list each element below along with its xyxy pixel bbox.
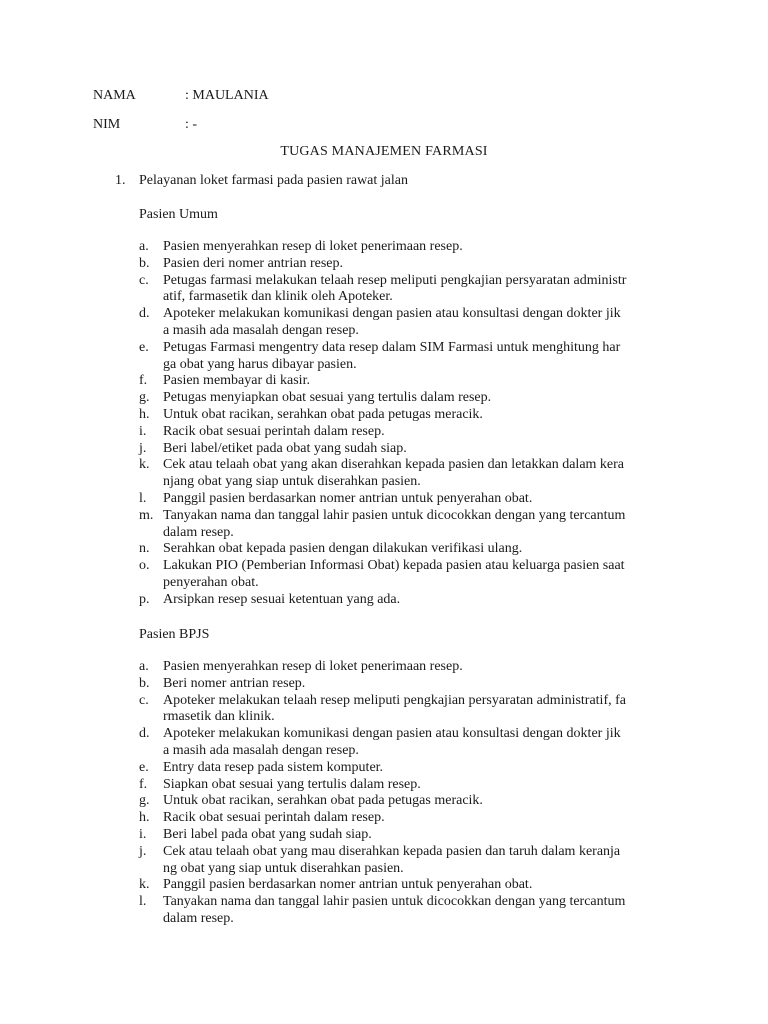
list-item-letter: a. [139, 659, 149, 674]
list-item [139, 827, 679, 844]
list-item-line: atif, farmasetik dan klinik oleh Apoteker. [163, 289, 393, 305]
list-item-letter: a. [139, 239, 149, 254]
list-item [139, 844, 679, 878]
list-item [139, 491, 679, 508]
list-item-line: Pasien membayar di kasir. [163, 373, 310, 389]
list-item-line: Pasien menyerahkan resep di loket penerimaan resep. [163, 239, 463, 254]
list-item-line: Entry data resep pada sistem komputer. [163, 759, 384, 775]
list-item-letter: i. [139, 826, 147, 842]
list-item [139, 793, 679, 810]
question-text: Pelayanan loket farmasi pada pasien rawat jalan [139, 173, 408, 188]
list-item [139, 340, 679, 374]
list-item-line: a masih ada masalah dengan resep. [163, 322, 359, 338]
section-heading-umum: Pasien Umum [139, 207, 218, 222]
list-item-letter: d. [139, 306, 150, 322]
list-item-line: njang obat yang siap untuk diserahkan pasien. [163, 474, 421, 490]
list-item-line: Siapkan obat sesuai yang tertulis dalam resep. [163, 776, 421, 792]
list-item-letter: f. [139, 373, 148, 389]
list-pasien-bpjs [139, 659, 679, 928]
list-item-line: Tanyakan nama dan tanggal lahir pasien untuk dicocokkan dengan yang tercantum [163, 507, 626, 523]
list-item-letter: j. [139, 843, 147, 859]
list-item-line: ng obat yang siap untuk diserahkan pasien. [163, 860, 404, 876]
list-item-line: Beri label/etiket pada obat yang sudah siap. [163, 440, 407, 456]
list-item [139, 273, 679, 307]
list-item-letter: c. [139, 692, 149, 708]
list-item-letter: h. [139, 810, 150, 826]
name-field [93, 87, 269, 105]
list-item-line: dalam resep. [163, 524, 234, 540]
list-item [139, 592, 679, 609]
list-item-line: Panggil pasien berdasarkan nomer antrian untuk penyerahan obat. [163, 490, 533, 506]
list-item-line: Cek atau telaah obat yang mau diserahkan kepada pasien dan taruh dalam keranja [163, 843, 621, 859]
list-item-line: Pasien deri nomer antrian resep. [163, 255, 343, 271]
list-pasien-umum [139, 239, 679, 609]
list-item [139, 306, 679, 340]
list-item-line: penyerahan obat. [163, 574, 259, 590]
list-item-line: Serahkan obat kepada pasien dengan dilakukan verifikasi ulang. [163, 541, 523, 557]
list-item-line: Petugas farmasi melakukan telaah resep meliputi pengkajian persyaratan administr [163, 272, 627, 288]
list-item [139, 239, 679, 256]
list-item [139, 508, 679, 542]
list-item [139, 541, 679, 558]
list-item-line: Apoteker melakukan komunikasi dengan pasien atau konsultasi dengan dokter jik [163, 306, 621, 322]
list-item [139, 390, 679, 407]
list-item-letter: c. [139, 272, 149, 288]
list-item-line: Untuk obat racikan, serahkan obat pada petugas meracik. [163, 793, 483, 809]
list-item [139, 457, 679, 491]
list-item [139, 424, 679, 441]
nim-label: NIM [93, 117, 121, 132]
list-item-letter: p. [139, 591, 150, 607]
list-item [139, 441, 679, 458]
list-item-letter: f. [139, 776, 148, 792]
document-title: TUGAS MANAJEMEN FARMASI [280, 144, 488, 159]
list-item [139, 777, 679, 794]
list-item-line: Panggil pasien berdasarkan nomer antrian untuk penyerahan obat. [163, 877, 533, 893]
list-item-line: Beri label pada obat yang sudah siap. [163, 826, 372, 842]
list-item-line: Beri nomer antrian resep. [163, 675, 306, 691]
name-label: NAMA [93, 88, 136, 103]
list-item-letter: g. [139, 793, 150, 809]
list-item-letter: k. [139, 877, 150, 893]
list-item-line: Tanyakan nama dan tanggal lahir pasien untuk dicocokkan dengan yang tercantum [163, 894, 626, 910]
list-item [139, 877, 679, 894]
nim-field [93, 116, 197, 134]
list-item [139, 373, 679, 390]
nim-value: : - [185, 117, 198, 132]
list-item-line: Lakukan PIO (Pemberian Informasi Obat) kepada pasien atau keluarga pasien saat [163, 558, 625, 574]
list-item-line: Racik obat sesuai perintah dalam resep. [163, 810, 385, 826]
list-item-letter: h. [139, 406, 150, 422]
list-item [139, 693, 679, 727]
list-item-letter: l. [139, 894, 147, 910]
list-item [139, 659, 679, 676]
list-item-line: a masih ada masalah dengan resep. [163, 742, 359, 758]
list-item [139, 810, 679, 827]
name-value: : MAULANIA [185, 88, 269, 103]
list-item [139, 256, 679, 273]
list-item-line: Untuk obat racikan, serahkan obat pada petugas meracik. [163, 406, 483, 422]
list-item-line: dalam resep. [163, 910, 234, 926]
list-item-letter: d. [139, 726, 150, 742]
list-item-line: Petugas menyiapkan obat sesuai yang tertulis dalam resep. [163, 390, 492, 406]
list-item-line: ga obat yang harus dibayar pasien. [163, 356, 357, 372]
list-item-line: Apoteker melakukan komunikasi dengan pasien atau konsultasi dengan dokter jik [163, 726, 621, 742]
list-item-line: Arsipkan resep sesuai ketentuan yang ada. [163, 591, 401, 607]
list-item-letter: b. [139, 255, 150, 271]
list-item-letter: e. [139, 759, 149, 775]
list-item-letter: k. [139, 457, 150, 473]
question-number: 1. [115, 173, 126, 188]
list-item-letter: j. [139, 440, 147, 456]
list-item-letter: b. [139, 675, 150, 691]
list-item-line: Petugas Farmasi mengentry data resep dalam SIM Farmasi untuk menghitung har [163, 339, 621, 355]
list-item-letter: e. [139, 339, 149, 355]
list-item [139, 558, 679, 592]
list-item-line: Pasien menyerahkan resep di loket penerimaan resep. [163, 659, 463, 674]
list-item [139, 407, 679, 424]
list-item-letter: o. [139, 558, 150, 574]
list-item-line: Cek atau telaah obat yang akan diserahkan kepada pasien dan letakkan dalam kera [163, 457, 625, 473]
list-item-letter: i. [139, 423, 147, 439]
section-heading-bpjs: Pasien BPJS [139, 627, 210, 642]
list-item-letter: n. [139, 541, 150, 557]
list-item-letter: l. [139, 490, 147, 506]
list-item-line: Racik obat sesuai perintah dalam resep. [163, 423, 385, 439]
list-item [139, 894, 679, 928]
list-item-letter: g. [139, 390, 150, 406]
list-item [139, 760, 679, 777]
list-item [139, 676, 679, 693]
list-item-line: Apoteker melakukan telaah resep meliputi pengkajian persyaratan administratif, fa [163, 692, 626, 708]
list-item-letter: m. [139, 507, 154, 523]
list-item-line: rmasetik dan klinik. [163, 709, 275, 725]
list-item [139, 726, 679, 760]
